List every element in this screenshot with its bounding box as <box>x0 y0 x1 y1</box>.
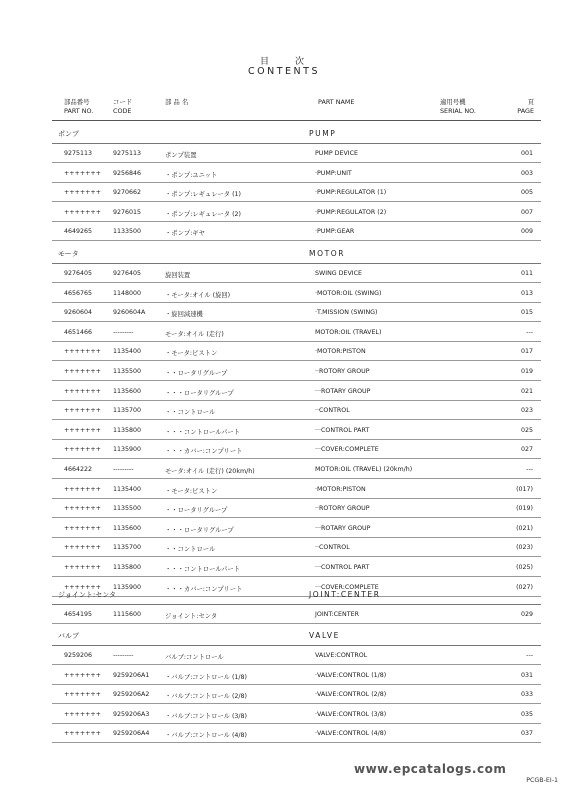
cell-name-en: ·T.MISSION (SWING) <box>315 309 378 317</box>
cell-name-en: PUMP DEVICE <box>315 150 359 157</box>
table-row[interactable] <box>0 498 568 518</box>
cell-name-en: ··ROTORY GROUP <box>315 368 370 375</box>
cell-name-en: ···COVER:COMPLETE <box>315 446 379 454</box>
header-serial <box>440 98 476 116</box>
cell-name-en: ···CONTROL PART <box>315 564 370 571</box>
cell-page: 001 <box>520 150 533 157</box>
cell-name-en: ·VALVE:CONTROL (1/8) <box>315 671 387 679</box>
cell-code: 1135500 <box>113 368 142 375</box>
page-title-jp: 目次 <box>259 57 330 67</box>
cell-name-en: MOTOR:OIL (TRAVEL) (20km/h) <box>315 466 413 473</box>
header-part-name-jp <box>165 98 188 107</box>
cell-name-jp: ・バルブ:コントロール (2/8) <box>165 693 248 701</box>
cell-part-no: 9260604 <box>64 309 93 317</box>
table-row[interactable] <box>0 479 568 499</box>
table-row[interactable] <box>0 518 568 538</box>
cell-code: 1135700 <box>113 544 142 552</box>
cell-name-en: ···CONTROL PART <box>315 426 370 434</box>
cell-name-en: JOINT:CENTER <box>315 611 359 618</box>
table-row[interactable] <box>0 263 568 283</box>
cell-name-jp: ・・ロータリグループ <box>165 507 228 515</box>
header-part-no <box>64 98 93 116</box>
cell-code: 1135400 <box>113 485 142 493</box>
cell-code: --------- <box>113 328 134 336</box>
cell-name-en: ·VALVE:CONTROL (3/8) <box>315 710 387 718</box>
table-row[interactable] <box>0 439 568 459</box>
cell-code: 1115600 <box>113 611 142 618</box>
page-title-en: CONTENTS <box>248 66 320 77</box>
cell-part-no: 4656765 <box>64 289 93 297</box>
cell-name-jp: ・・・カバー:コンプリート <box>165 585 243 593</box>
cell-name-jp: ・バルブ:コントロール (1/8) <box>165 673 248 681</box>
cell-page: 029 <box>520 611 533 618</box>
cell-page: 031 <box>520 671 533 679</box>
section-title-jp: ジョイント:センタ <box>58 591 116 599</box>
table-row[interactable] <box>0 459 568 479</box>
cell-code: 1133500 <box>113 228 142 236</box>
cell-code: 1135900 <box>113 446 142 454</box>
section-title-en: VALVE <box>309 631 341 640</box>
cell-page: 025 <box>520 426 533 434</box>
table-row[interactable] <box>0 665 568 685</box>
cell-part-no: 4664222 <box>64 466 93 473</box>
section-title-jp: バルブ <box>58 632 79 640</box>
cell-part-no: +++++++ <box>64 387 101 395</box>
table-row[interactable] <box>0 202 568 222</box>
cell-code: 9276405 <box>113 270 142 277</box>
cell-name-en: ···COVER:COMPLETE <box>315 583 379 591</box>
table-row[interactable] <box>0 420 568 440</box>
cell-page: 011 <box>520 270 533 277</box>
cell-name-jp: ・バルブ:コントロール (4/8) <box>165 732 248 740</box>
cell-name-jp: ・ポンプ:ユニット <box>165 171 218 179</box>
cell-name-en: ·MOTOR:PISTON <box>315 348 366 356</box>
cell-page: (027) <box>516 583 533 591</box>
header-code <box>113 98 132 116</box>
cell-name-jp: ・・・ロータリグループ <box>165 526 234 534</box>
cell-part-no: 9259206 <box>64 652 93 659</box>
cell-page: (023) <box>516 544 533 552</box>
cell-code: 9270662 <box>113 189 142 197</box>
row-rule <box>52 623 541 624</box>
cell-page: --- <box>526 466 533 473</box>
cell-name-jp: ・・・カバー:コンプリート <box>165 448 243 456</box>
cell-part-no: 4654195 <box>64 611 93 618</box>
cell-name-jp: ・・・ロータリグループ <box>165 389 234 397</box>
cell-name-en: ·VALVE:CONTROL (4/8) <box>315 730 387 738</box>
table-row[interactable] <box>0 557 568 577</box>
section-title-jp: モータ <box>58 250 79 258</box>
cell-name-jp: ・・・コントロールパート <box>165 428 240 436</box>
cell-part-no: +++++++ <box>64 524 101 532</box>
table-row[interactable] <box>0 381 568 401</box>
table-row[interactable] <box>0 283 568 303</box>
cell-name-jp: ・モータ:オイル (旋回) <box>165 291 231 299</box>
cell-page: --- <box>526 652 533 659</box>
table-row[interactable] <box>0 221 568 241</box>
cell-code: 1135600 <box>113 524 142 532</box>
row-rule <box>52 742 541 743</box>
cell-page: (025) <box>516 564 533 571</box>
cell-name-en: ··ROTORY GROUP <box>315 505 370 513</box>
cell-name-jp: ・・・コントロールパート <box>165 566 240 573</box>
cell-code: 9260604A <box>113 309 146 317</box>
cell-name-en: MOTOR:OIL (TRAVEL) <box>315 328 382 336</box>
section-title-en: PUMP <box>309 129 337 138</box>
cell-page: 021 <box>520 387 533 395</box>
cell-part-no: +++++++ <box>64 505 101 513</box>
cell-part-no: 4651466 <box>64 328 93 336</box>
cell-code: 1135800 <box>113 564 142 571</box>
watermark: www.epcatalogs.com <box>354 762 507 776</box>
header-code-en: CODE <box>113 107 132 115</box>
cell-part-no: +++++++ <box>64 189 101 197</box>
cell-part-no: +++++++ <box>64 710 101 718</box>
cell-name-en: ·PUMP:UNIT <box>315 169 352 177</box>
cell-code: --------- <box>113 466 134 473</box>
cell-name-en: ·PUMP:REGULATOR (2) <box>315 208 387 216</box>
cell-code: 9259206A1 <box>113 671 150 679</box>
cell-part-no: 4649265 <box>64 228 93 236</box>
header-code-jp: コード <box>113 98 133 106</box>
table-row[interactable] <box>0 143 568 163</box>
header-page <box>510 98 534 116</box>
cell-part-no: +++++++ <box>64 730 101 738</box>
cell-part-no: +++++++ <box>64 691 101 699</box>
cell-page: (019) <box>516 505 533 513</box>
cell-name-jp: ・バルブ:コントロール (3/8) <box>165 712 248 720</box>
cell-code: 1135800 <box>113 426 142 434</box>
cell-code: 1135700 <box>113 407 142 415</box>
cell-name-jp: モータ:オイル (走行) <box>165 330 224 338</box>
cell-code: 9259206A3 <box>113 710 150 718</box>
header-part-name-en <box>318 98 354 107</box>
cell-code: 1135500 <box>113 505 142 513</box>
cell-part-no: +++++++ <box>64 208 101 216</box>
cell-name-jp: ・・コントロール <box>165 409 216 417</box>
cell-name-jp: ・モータ:ピストン <box>165 350 218 358</box>
cell-name-jp: ・ポンプ:レギュレータ (1) <box>165 191 242 199</box>
section-title-en: MOTOR <box>309 249 346 258</box>
cell-part-no: 9275113 <box>64 150 93 157</box>
table-row[interactable] <box>0 322 568 342</box>
cell-code: 9275113 <box>113 150 142 157</box>
cell-name-jp: ・・ロータリグループ <box>165 370 228 377</box>
header-page-jp: 頁 <box>527 98 534 106</box>
table-row[interactable] <box>0 704 568 724</box>
table-row[interactable] <box>0 182 568 202</box>
table-row[interactable] <box>0 645 568 665</box>
cell-page: 027 <box>520 446 533 454</box>
cell-name-en: SWING DEVICE <box>315 270 363 277</box>
cell-name-en: ··CONTROL <box>315 407 350 415</box>
cell-part-no: +++++++ <box>64 348 101 356</box>
cell-page: 005 <box>520 189 533 197</box>
table-row[interactable] <box>0 684 568 704</box>
cell-code: 1148000 <box>113 289 142 297</box>
cell-code: 1135400 <box>113 348 142 356</box>
cell-part-no: +++++++ <box>64 564 101 571</box>
cell-page: 007 <box>520 208 533 216</box>
cell-part-no: +++++++ <box>64 407 101 415</box>
cell-name-jp: ・旋回減速機 <box>165 311 203 319</box>
table-row[interactable] <box>0 723 568 743</box>
section-header <box>0 129 568 143</box>
cell-name-en: ·MOTOR:PISTON <box>315 485 366 493</box>
header-serial-en: SERIAL NO. <box>440 107 476 115</box>
cell-page: 003 <box>520 169 533 177</box>
cell-name-jp: ジョイント:センタ <box>165 613 218 620</box>
section-header <box>0 631 568 645</box>
cell-name-jp: 旋回装置 <box>165 272 191 279</box>
header-part-no-jp: 部品番号 <box>64 98 90 106</box>
cell-part-no: +++++++ <box>64 368 101 375</box>
header-rule <box>52 120 541 121</box>
cell-part-no: +++++++ <box>64 426 101 434</box>
header-part-no-en: PART NO. <box>64 107 94 115</box>
page-code: PCGB-EI-1 <box>526 777 558 784</box>
section-title-en: JOINT:CENTER <box>309 590 381 599</box>
row-rule <box>52 240 541 241</box>
cell-page: 037 <box>520 730 533 738</box>
header-part-name-jp-text: 部 品 名 <box>165 98 189 106</box>
cell-name-jp: ・ポンプ:レギュレータ (2) <box>165 210 242 218</box>
cell-part-no: +++++++ <box>64 169 101 177</box>
cell-page: (017) <box>516 485 533 493</box>
cell-part-no: +++++++ <box>64 485 101 493</box>
table-row[interactable] <box>0 537 568 557</box>
cell-part-no: +++++++ <box>64 544 101 552</box>
cell-part-no: +++++++ <box>64 446 101 454</box>
cell-code: 9256846 <box>113 169 142 177</box>
cell-part-no: +++++++ <box>64 671 101 679</box>
cell-name-jp: ポンプ装置 <box>165 152 197 159</box>
cell-page: 033 <box>520 691 533 699</box>
section-header <box>0 249 568 263</box>
table-row[interactable] <box>0 341 568 361</box>
cell-name-jp: モータ:オイル (走行) (20km/h) <box>165 468 255 475</box>
header-page-en: PAGE <box>517 107 534 115</box>
cell-page: 035 <box>520 710 533 718</box>
cell-name-jp: ・・コントロール <box>165 546 216 554</box>
cell-name-en: ···ROTARY GROUP <box>315 387 371 395</box>
cell-code: 9276015 <box>113 208 142 216</box>
header-part-name-en-text: PART NAME <box>318 98 355 106</box>
table-row[interactable] <box>0 302 568 322</box>
cell-page: (021) <box>516 524 533 532</box>
cell-name-jp: バルブ:コントロール <box>165 654 224 661</box>
cell-page: --- <box>526 328 533 336</box>
cell-page: 019 <box>520 368 533 375</box>
cell-name-en: ·PUMP:REGULATOR (1) <box>315 189 387 197</box>
table-row[interactable] <box>0 163 568 183</box>
table-row[interactable] <box>0 604 568 624</box>
section-header <box>0 590 568 604</box>
cell-code: 9259206A2 <box>113 691 150 699</box>
cell-name-en: ··CONTROL <box>315 544 350 552</box>
cell-name-en: ·MOTOR:OIL (SWING) <box>315 289 382 297</box>
table-row[interactable] <box>0 400 568 420</box>
cell-page: 009 <box>520 228 533 236</box>
cell-code: 1135600 <box>113 387 142 395</box>
cell-name-jp: ・ポンプ:ギヤ <box>165 230 205 238</box>
cell-page: 017 <box>520 348 533 356</box>
cell-name-en: ·PUMP:GEAR <box>315 228 355 236</box>
cell-name-jp: ・モータ:ピストン <box>165 487 218 495</box>
cell-page: 023 <box>520 407 533 415</box>
cell-name-en: ···ROTARY GROUP <box>315 524 371 532</box>
section-title-jp: ポンプ <box>58 130 79 138</box>
cell-name-en: ·VALVE:CONTROL (2/8) <box>315 691 387 699</box>
header-serial-jp: 適用号機 <box>440 98 466 106</box>
cell-name-en: VALVE:CONTROL <box>315 652 368 659</box>
cell-page: 013 <box>520 289 533 297</box>
cell-code: 9259206A4 <box>113 730 150 738</box>
table-row[interactable] <box>0 361 568 381</box>
cell-part-no: +++++++ <box>64 583 101 591</box>
cell-page: 015 <box>520 309 533 317</box>
cell-code: --------- <box>113 652 134 659</box>
cell-code: 1135900 <box>113 583 142 591</box>
cell-part-no: 9276405 <box>64 270 93 277</box>
